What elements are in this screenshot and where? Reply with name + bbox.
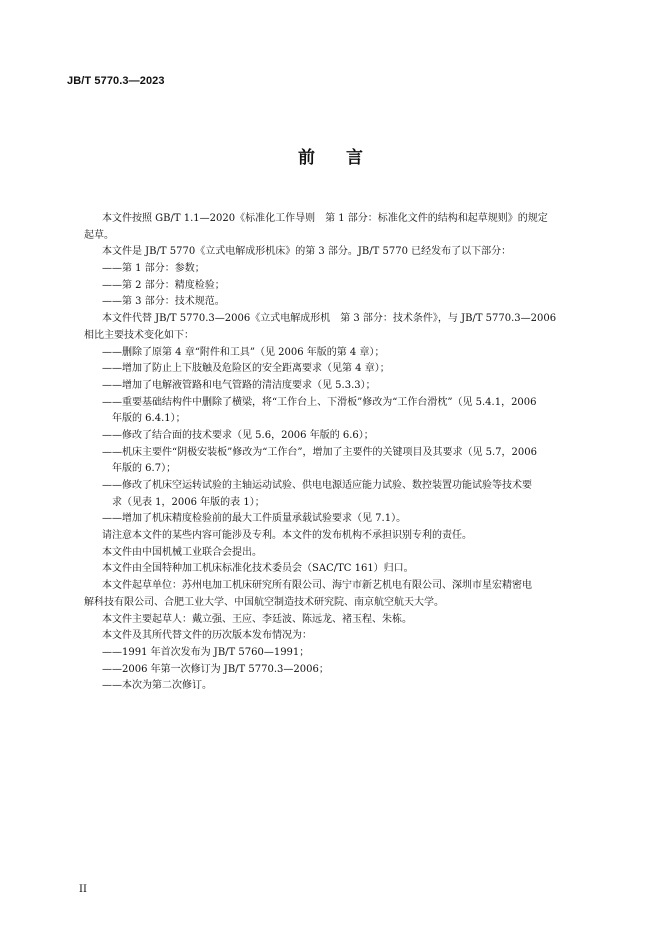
text-line: 本文件按照 GB/T 1.1—2020《标准化工作导则 第 1 部分：标准化文件的结构和起草规则》的规定 [102, 213, 548, 224]
text-line: ——本次为第二次修订。 [102, 680, 212, 692]
text-line: 本文件及其所代替文件的历次版本发布情况为： [102, 630, 312, 642]
text-line: 相比主要技术变化如下： [84, 329, 194, 341]
page-number: II [79, 884, 87, 895]
text-line: 本文件主要起草人：戴立强、王应、李廷波、陈远龙、褚玉程、朱栋。 [102, 613, 412, 625]
text-line: 请注意本文件的某些内容可能涉及专利。本文件的发布机构不承担识别专利的责任。 [102, 530, 472, 542]
text-line: ——增加了电解液管路和电气管路的清洁度要求（见 5.3.3）； [102, 379, 376, 391]
title-char-1: 前 [298, 148, 316, 168]
text-line: 求（见表 1，2006 年版的表 1）； [112, 496, 265, 508]
text-line: 年版的 6.7）； [112, 463, 177, 475]
page-title [0, 147, 662, 169]
foreword-body [84, 211, 604, 695]
text-line: ——增加了机床精度检验前的最大工件质量承载试验要求（见 7.1）。 [102, 513, 407, 525]
text-line: 本文件起草单位：苏州电加工机床研究所有限公司、海宁市新艺机电有限公司、深圳市星宏精密电 [102, 580, 532, 592]
text-line: 起草。 [84, 229, 114, 241]
text-line: 本文件代替 JB/T 5770.3—2006《立式电解成形机 第 3 部分：技术条件》，与 JB/T 5770.3—2006 [102, 313, 557, 325]
text-line: ——删除了原第 4 章“附件和工具”（见 2006 年版的第 4 章）； [102, 346, 385, 358]
text-line: ——第 1 部分：参数； [102, 263, 205, 275]
text-line: ——修改了机床空运转试验的主轴运动试验、供电电源适应能力试验、数控装置功能试验等技术要 [102, 480, 532, 491]
text-line: ——第 3 部分：技术规范。 [102, 296, 225, 308]
text-line: 解科技有限公司、合肥工业大学、中国航空制造技术研究院、南京航空航天大学。 [84, 596, 444, 608]
text-line: ——机床主要件“阴极安装板”修改为“工作台”，增加了主要件的关键项目及其要求（见 5.7，2006 [102, 446, 537, 458]
text-line: ——1991 年首次发布为 JB/T 5760—1991； [102, 646, 310, 658]
text-line: 年版的 6.4.1）； [112, 413, 186, 425]
document-code-header: JB/T 5770.3—2023 [67, 75, 165, 87]
title-char-2: 言 [346, 148, 364, 168]
text-line: ——重要基础结构件中删除了横梁，将“工作台上、下滑板”修改为“工作台滑枕”（见 5.4.1，2006 [102, 396, 537, 408]
text-line: 本文件是 JB/T 5770《立式电解成形机床》的第 3 部分。JB/T 5770 已经发布了以下部分： [102, 246, 512, 258]
text-line: ——第 2 部分：精度检验； [102, 279, 225, 291]
text-line: ——增加了防止上下肢触及危险区的安全距离要求（见第 4 章）； [102, 363, 390, 375]
text-line: ——2006 年第一次修订为 JB/T 5770.3—2006； [102, 663, 329, 675]
text-line: 本文件由中国机械工业联合会提出。 [102, 546, 262, 558]
text-line: ——修改了结合面的技术要求（见 5.6，2006 年版的 6.6）； [102, 429, 374, 441]
text-line: 本文件由全国特种加工机床标准化技术委员会（SAC/TC 161）归口。 [102, 563, 414, 575]
